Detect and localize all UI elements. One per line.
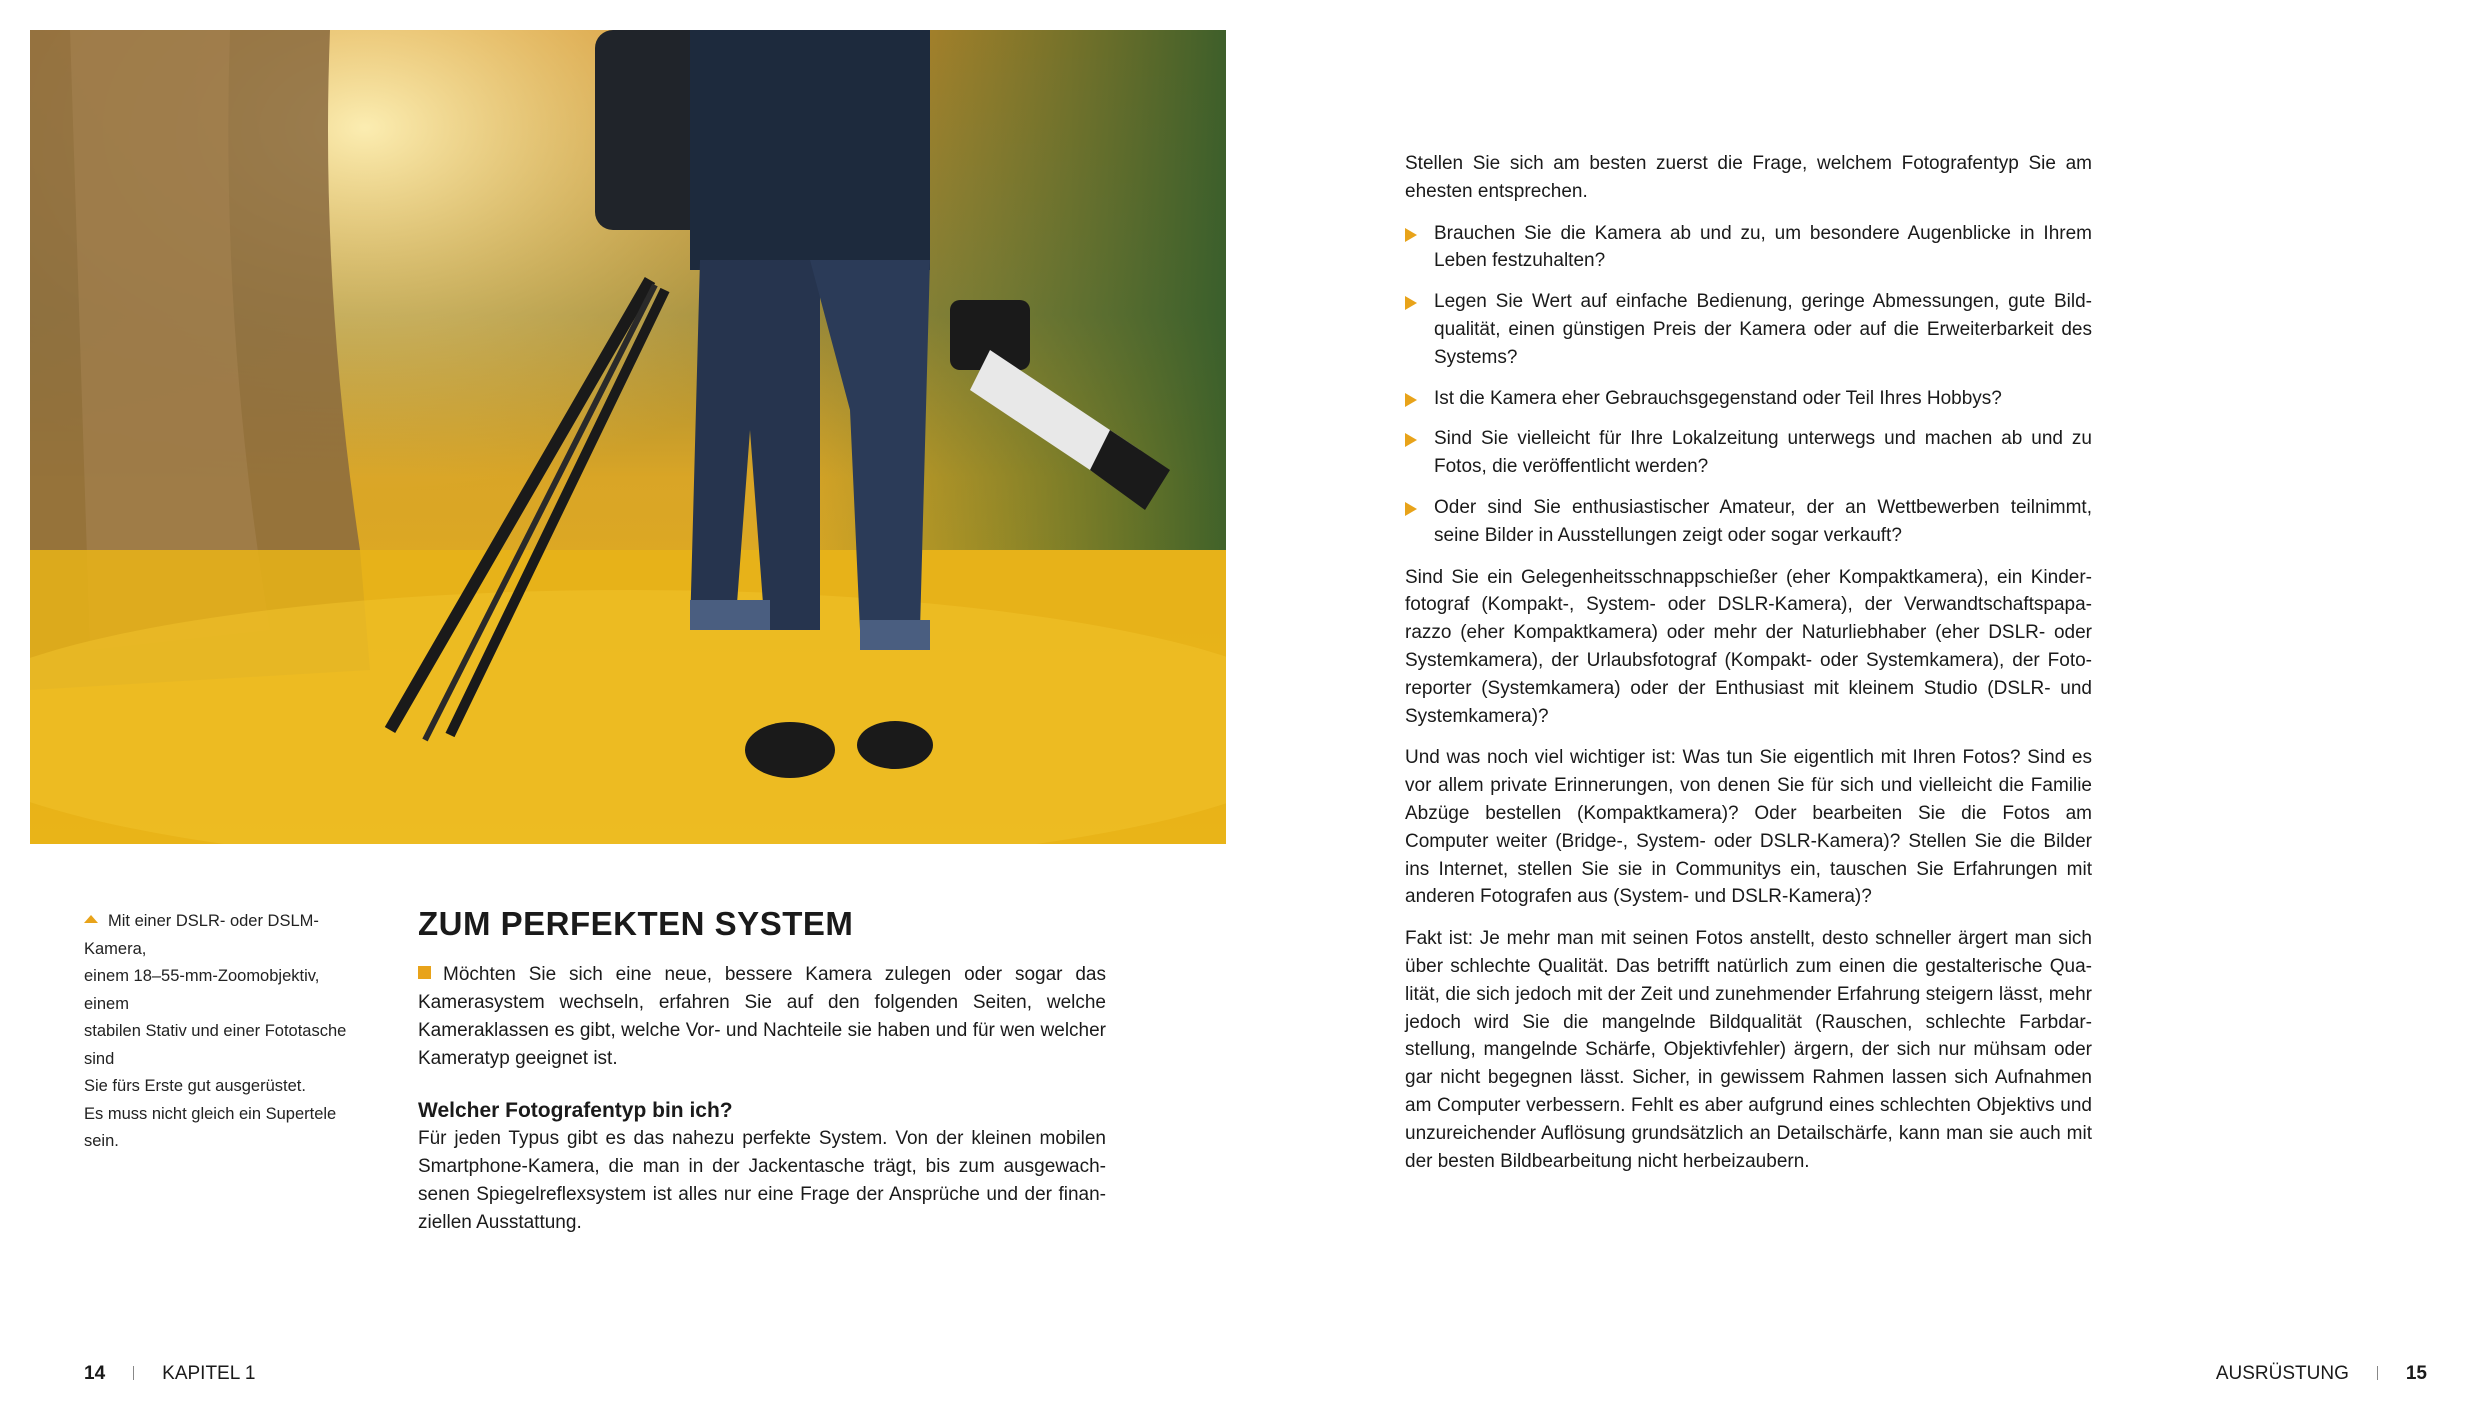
photographer-walking-image <box>30 30 1226 844</box>
section-label: AUSRÜSTUNG <box>2215 1363 2349 1384</box>
footer-right <box>2216 1362 2427 1386</box>
chapter-label: KAPITEL 1 <box>162 1363 256 1384</box>
caption-line: Sie fürs Erste gut ausgerüstet. <box>84 1077 306 1095</box>
list-item <box>1405 425 2092 481</box>
page-number: 14 <box>84 1363 106 1384</box>
right-text-column <box>1405 150 2092 1189</box>
caption-line: Es muss nicht gleich ein Supertele sein. <box>84 1104 337 1150</box>
arrow-bullet-icon <box>1405 228 1417 242</box>
body-paragraph: Sind Sie ein Gelegenheitsschnappschießer (eher Kompaktkamera), ein Kinderfotograf (Kompakt-, System- oder DSLR-Kamera), der Verwandtschaftspaparazzo (eher Kompaktkamera) oder mehr der Naturliebhaber (eher DSLR- oder Systemkamera), der Urlaubsfotograf (Kompakt- oder Systemkamera), der Fotoreporter (Systemkamera) oder der Enthusiast mit kleinem Studio (DSLR- und Systemkamera)? <box>1405 566 2092 727</box>
arrow-bullet-icon <box>1405 433 1417 447</box>
question-list <box>1405 220 2092 550</box>
body-paragraph: Für jeden Typus gibt es das nahezu perfekte System. Von der kleinen mobilen Smartphone-Kamera, die man in der Jackentasche trägt, bis zum ausgewachsenen Spiegelreflexsystem ist alles nur eine Frage der Ansprüche und der finanziellen Ausstattung. <box>418 1128 1106 1233</box>
footer-divider <box>2377 1366 2378 1380</box>
footer-left <box>84 1362 255 1386</box>
caption-triangle-icon <box>84 915 98 923</box>
list-item-text: Oder sind Sie enthusiastischer Amateur, der an Wettbewerben teilnimmt, seine Bilder in Ausstellungen zeigt oder sogar verkauft? <box>1434 496 2092 546</box>
caption-line: Mit einer DSLR- oder DSLM-Kamera, <box>84 912 319 958</box>
page-number: 15 <box>2405 1363 2427 1384</box>
list-item <box>1405 494 2092 550</box>
intro-paragraph: Stellen Sie sich am besten zuerst die Frage, welchem Fotografentyp Sie am ehesten entsprechen. <box>1405 153 2092 202</box>
intro-paragraph: Möchten Sie sich eine neue, bessere Kamera zulegen oder sogar das Kamerasystem wechseln, erfahren Sie auf den folgenden Seiten, welche Kameraklassen es gibt, welche Vor- und Nachteile sie haben und für wen welcher Kameratyp geeignet ist. <box>418 964 1106 1069</box>
arrow-bullet-icon <box>1405 296 1417 310</box>
arrow-bullet-icon <box>1405 393 1417 407</box>
photo-caption <box>84 908 354 1156</box>
list-item-text: Ist die Kamera eher Gebrauchsgegenstand oder Teil Ihres Hobbys? <box>1434 387 2002 409</box>
list-item <box>1405 220 2092 276</box>
arrow-bullet-icon <box>1405 502 1417 516</box>
section-heading: ZUM PERFEKTEN SYSTEM <box>418 905 854 942</box>
caption-line: stabilen Stativ und einer Fototasche sind <box>84 1022 347 1068</box>
left-text-column <box>418 905 1106 1237</box>
square-bullet-icon <box>418 966 431 979</box>
body-paragraph: Und was noch viel wichtiger ist: Was tun Sie eigentlich mit Ihren Fotos? Sind es vor allem private Erinnerungen, von denen Sie für sich und vielleicht die Familie Abzüge bestellen (Kompaktkamera)? Oder bearbeiten Sie die Fotos am Computer weiter (Bridge-, System- oder DSLR-Kamera)? Stellen Sie die Bilder ins Internet, stellen Sie sie in Communitys ein, tauschen Sie Erfahrungen mit anderen Fotografen aus (System- und DSLR-Kamera)? <box>1405 747 2092 908</box>
photographer-photo <box>30 30 1226 844</box>
subheading: Welcher Fotografentyp bin ich? <box>418 1099 733 1122</box>
list-item-text: Brauchen Sie die Kamera ab und zu, um besondere Augenblicke in Ihrem Leben festzuhalten? <box>1434 222 2092 272</box>
body-paragraph: Fakt ist: Je mehr man mit seinen Fotos anstellt, desto schneller ärgert man sich über schlechte Qualität. Das betrifft natürlich zum einen die gestalterische Qualität, die sich jedoch mit der Zeit und zunehmender Erfahrung steigern lässt, mehr jedoch wird Sie die mangelnde Bildqualität (Rauschen, schlechte Farbdarstellung, mangelnde Schärfe, Objektivfehler) ärgern, der sich nur mühsam oder gar nicht begegnen lässt. Sicher, in gewissem Rahmen lassen sich Aufnahmen am Computer verbessern. Fehlt es aber aufgrund eines schlechten Objektivs und unzureichender Auflösung grundsätzlich an Detailschärfe, kann man sie auch mit der besten Bildbearbeitung nicht herbeizaubern. <box>1405 928 2092 1172</box>
caption-line: einem 18–55-mm-Zoomobjektiv, einem <box>84 967 320 1013</box>
list-item <box>1405 385 2092 413</box>
list-item-text: Legen Sie Wert auf einfache Bedienung, geringe Abmessungen, gute Bildqualität, einen günstigen Preis der Kamera oder auf die Erweiterbarkeit des Systems? <box>1434 291 2092 368</box>
list-item-text: Sind Sie vielleicht für Ihre Lokalzeitung unterwegs und machen ab und zu Fotos, die veröffentlicht werden? <box>1434 428 2092 478</box>
footer-divider <box>133 1366 134 1380</box>
list-item <box>1405 288 2092 371</box>
